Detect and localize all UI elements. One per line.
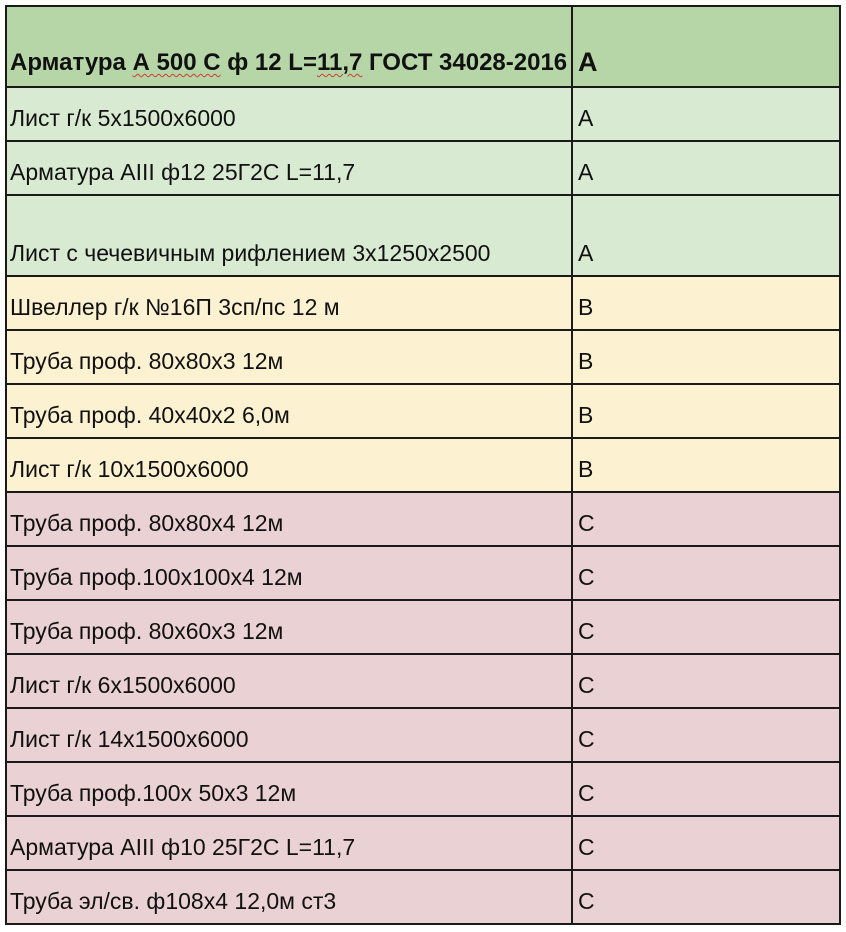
table-row — [6, 816, 840, 870]
item-name-cell[interactable]: Лист г/к 6х1500х6000 — [6, 654, 572, 708]
item-class-cell[interactable]: А — [572, 141, 840, 195]
item-class-cell[interactable]: С — [572, 870, 840, 924]
item-class-cell[interactable]: С — [572, 600, 840, 654]
table-row — [6, 141, 840, 195]
item-name-cell[interactable]: Труба проф. 80х80х3 12м — [6, 330, 572, 384]
item-class-cell[interactable]: В — [572, 276, 840, 330]
table-row — [6, 438, 840, 492]
item-name-cell[interactable]: Лист г/к 14х1500х6000 — [6, 708, 572, 762]
header-name-mid: ф 12 L= — [220, 49, 317, 76]
header-class-cell[interactable]: А — [572, 6, 840, 87]
table-row — [6, 762, 840, 816]
header-name-suffix: ГОСТ 34028-2016 — [362, 49, 568, 76]
item-class-cell[interactable]: С — [572, 816, 840, 870]
item-name-cell[interactable]: Труба проф. 40х40х2 6,0м — [6, 384, 572, 438]
item-class-cell[interactable]: С — [572, 546, 840, 600]
table-row — [6, 384, 840, 438]
item-name-cell[interactable]: Арматура АIII ф12 25Г2С L=11,7 — [6, 141, 572, 195]
item-name-cell[interactable]: Лист г/к 10х1500х6000 — [6, 438, 572, 492]
item-name-cell[interactable]: Арматура АIII ф10 25Г2С L=11,7 — [6, 816, 572, 870]
item-class-cell[interactable]: В — [572, 438, 840, 492]
table-row — [6, 87, 840, 141]
item-class-cell[interactable]: А — [572, 195, 840, 276]
item-class-cell[interactable]: С — [572, 654, 840, 708]
header-name-cell[interactable] — [6, 6, 572, 87]
table-row — [6, 276, 840, 330]
header-name-prefix: Арматура — [10, 49, 133, 76]
item-class-cell[interactable]: В — [572, 384, 840, 438]
header-name-spellcheck-2: 11,7 — [316, 49, 363, 76]
table-row — [6, 195, 840, 276]
item-name-cell[interactable]: Лист с чечевичным рифлением 3х1250х2500 — [6, 195, 572, 276]
header-row — [6, 6, 840, 87]
table-row — [6, 492, 840, 546]
table-row — [6, 654, 840, 708]
item-name-cell[interactable]: Швеллер г/к №16П 3сп/пс 12 м — [6, 276, 572, 330]
table-row — [6, 708, 840, 762]
item-class-cell[interactable]: С — [572, 492, 840, 546]
item-name-cell[interactable]: Труба проф.100х100х4 12м — [6, 546, 572, 600]
table-row — [6, 330, 840, 384]
item-name-cell[interactable]: Лист г/к 5х1500х6000 — [6, 87, 572, 141]
abc-classification-table — [5, 5, 841, 925]
header-name-spellcheck-1: А 500 С — [132, 49, 221, 76]
item-class-cell[interactable]: С — [572, 708, 840, 762]
table-row — [6, 870, 840, 924]
item-name-cell[interactable]: Труба проф. 80х80х4 12м — [6, 492, 572, 546]
item-name-cell[interactable]: Труба проф. 80х60х3 12м — [6, 600, 572, 654]
table-row — [6, 546, 840, 600]
item-name-cell[interactable]: Труба проф.100х 50х3 12м — [6, 762, 572, 816]
item-class-cell[interactable]: В — [572, 330, 840, 384]
item-class-cell[interactable]: А — [572, 87, 840, 141]
item-name-cell[interactable]: Труба эл/св. ф108х4 12,0м ст3 — [6, 870, 572, 924]
spreadsheet — [5, 5, 841, 925]
table-row — [6, 600, 840, 654]
item-class-cell[interactable]: С — [572, 762, 840, 816]
